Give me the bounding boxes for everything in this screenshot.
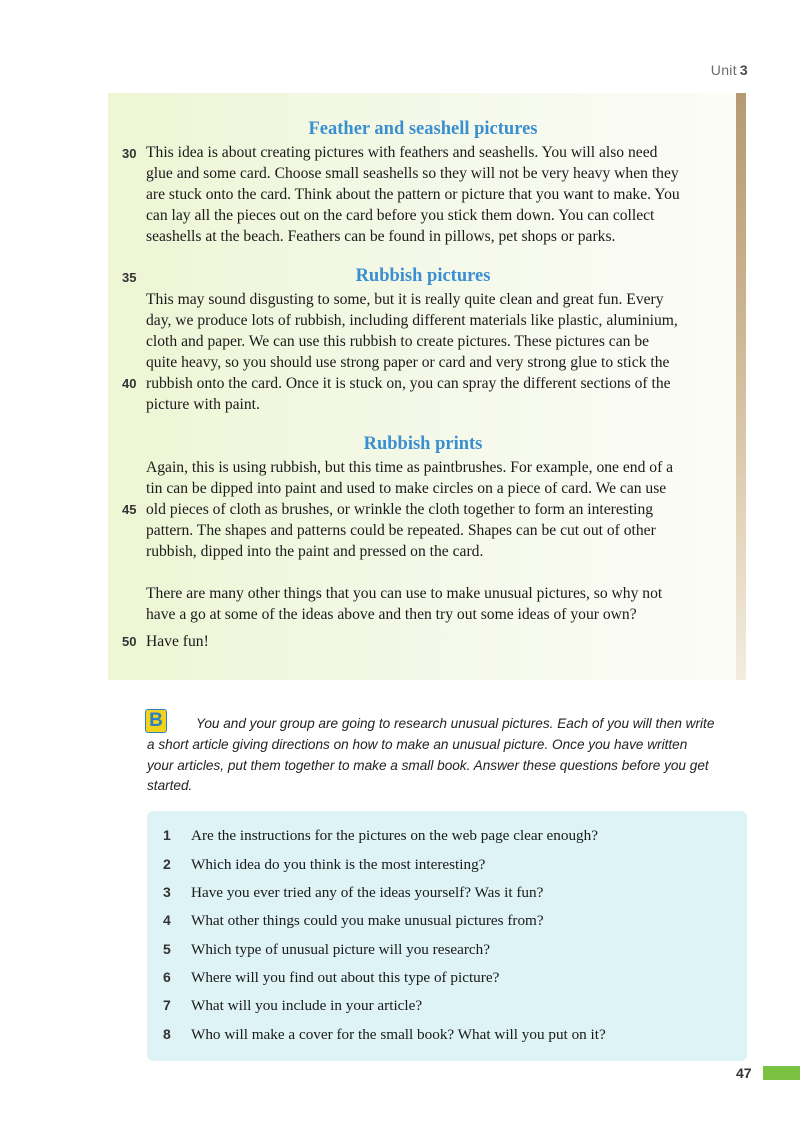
question-number: 5	[163, 941, 171, 957]
text-line: rubbish, dipped into the paint and pressed on the card.	[146, 543, 484, 560]
task-line: a short article giving directions on how to make an unusual picture. Once you have written	[147, 737, 688, 752]
question-number: 1	[163, 827, 171, 843]
line-number: 50	[122, 634, 137, 649]
text-line: rubbish onto the card. Once it is stuck on, you can spray the different sections of the	[146, 375, 671, 392]
line-number: 45	[122, 502, 137, 517]
unit-number: 3	[739, 62, 748, 78]
text-line: have a go at some of the ideas above and then try out some ideas of your own?	[146, 606, 637, 623]
line-number: 40	[122, 376, 137, 391]
text-line: tin can be dipped into paint and used to make circles on a piece of card. We can use	[146, 480, 667, 497]
section-heading: Rubbish prints	[363, 434, 483, 454]
text-line: can lay all the pieces out on the card before you stick them down. You can collect	[146, 207, 655, 224]
question-number: 3	[163, 884, 171, 900]
unit-word: Unit	[710, 62, 737, 78]
questions-panel	[147, 811, 747, 1061]
text-line: are stuck onto the card. Think about the pattern or picture that you want to make. You	[146, 186, 680, 203]
text-line: Have fun!	[146, 633, 209, 650]
text-line: pattern. The shapes and patterns could be repeated. Shapes can be cut out of other	[146, 522, 656, 539]
text-line: old pieces of cloth as brushes, or wrinkle the cloth together to form an interesting	[146, 501, 654, 518]
text-line: This idea is about creating pictures with feathers and seashells. You will also need	[146, 144, 658, 161]
question-number: 7	[163, 997, 171, 1013]
exercise-badge: B	[145, 709, 167, 733]
question-item	[163, 827, 598, 845]
page-number: 47	[736, 1065, 752, 1081]
question-text: Which idea do you think is the most interesting?	[191, 856, 486, 873]
question-text: Which type of unusual picture will you research?	[191, 941, 491, 958]
question-number: 4	[163, 912, 171, 928]
line-number: 35	[122, 270, 137, 285]
question-text: What will you include in your article?	[191, 997, 423, 1014]
text-line: This may sound disgusting to some, but it is really quite clean and great fun. Every	[146, 291, 664, 308]
question-number: 8	[163, 1026, 171, 1042]
question-text: Who will make a cover for the small book? What will you put on it?	[191, 1026, 606, 1043]
text-line: picture with paint.	[146, 396, 260, 413]
text-line: day, we produce lots of rubbish, including different materials like plastic, aluminium,	[146, 312, 678, 329]
section-heading: Rubbish pictures	[355, 266, 491, 286]
text-line: There are many other things that you can use to make unusual pictures, so why not	[146, 585, 663, 602]
task-line: started.	[147, 778, 193, 793]
question-item	[163, 941, 490, 959]
question-number: 2	[163, 856, 171, 872]
question-item	[163, 997, 422, 1015]
question-text: Have you ever tried any of the ideas yourself? Was it fun?	[191, 884, 544, 901]
question-item	[163, 969, 499, 987]
text-line: glue and some card. Choose small seashells so they will not be very heavy when they	[146, 165, 679, 182]
task-line: your articles, put them together to make a small book. Answer these questions before you get	[147, 758, 709, 773]
text-line: quite heavy, so you should use strong paper or card and very strong glue to stick the	[146, 354, 670, 371]
task-line: You and your group are going to research unusual pictures. Each of you will then write	[196, 716, 715, 731]
text-line: cloth and paper. We can use this rubbish to create pictures. These pictures can be	[146, 333, 650, 350]
text-line: seashells at the beach. Feathers can be found in pillows, pet shops or parks.	[146, 228, 616, 245]
reading-panel-edge	[736, 93, 746, 680]
unit-label	[711, 62, 748, 78]
question-text: Are the instructions for the pictures on the web page clear enough?	[191, 827, 598, 844]
page-color-tab	[763, 1066, 800, 1080]
section-heading: Feather and seashell pictures	[308, 119, 538, 139]
question-item	[163, 912, 544, 930]
question-text: Where will you find out about this type of picture?	[191, 969, 500, 986]
question-item	[163, 884, 543, 902]
question-text: What other things could you make unusual pictures from?	[191, 912, 544, 929]
text-line: Again, this is using rubbish, but this time as paintbrushes. For example, one end of a	[146, 459, 674, 476]
question-number: 6	[163, 969, 171, 985]
question-item	[163, 856, 485, 874]
question-item	[163, 1026, 606, 1044]
line-number: 30	[122, 146, 137, 161]
